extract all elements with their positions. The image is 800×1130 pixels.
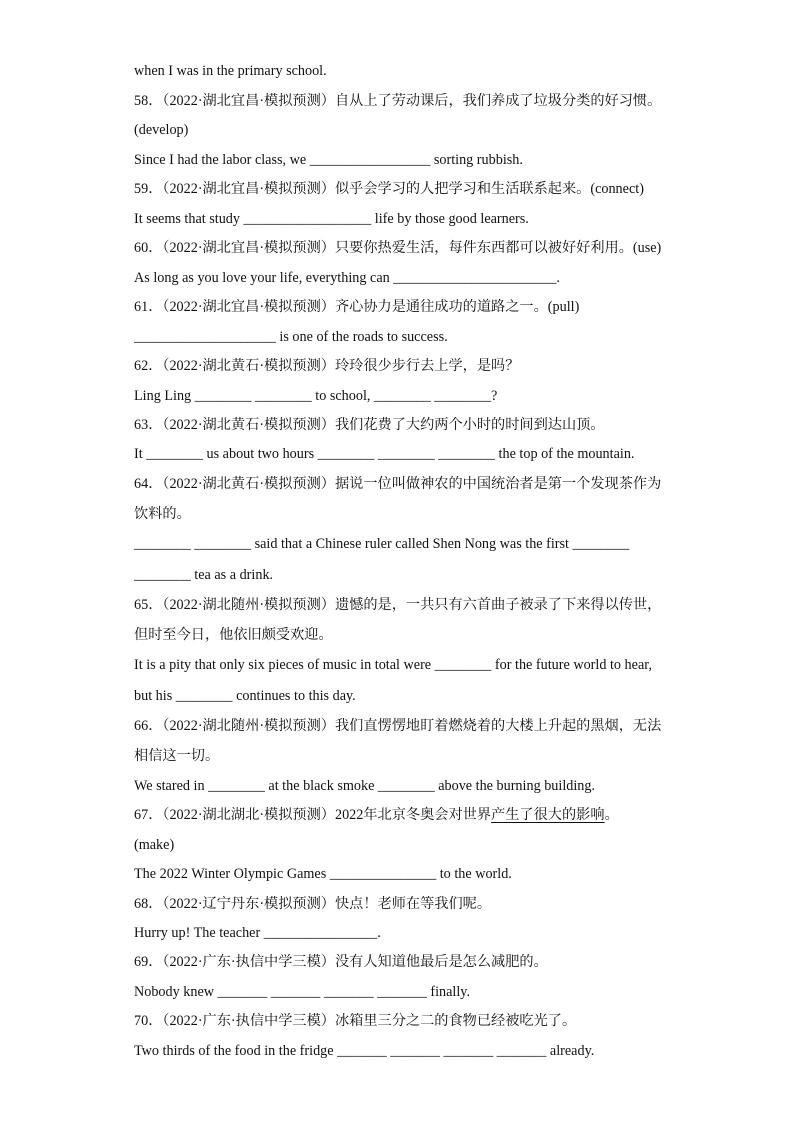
question-60-sentence: As long as you love your life, everything can _______________________. (134, 270, 560, 286)
question-67-underlined-phrase: 产生了很大的影响 (491, 807, 605, 823)
question-66-sentence: We stared in ________ at the black smoke ________ above the burning building. (134, 778, 596, 794)
question-62-sentence: Ling Ling ________ ________ to school, ________ ________? (134, 388, 498, 404)
question-67-sentence: The 2022 Winter Olympic Games _______________ to the world. (134, 866, 512, 882)
question-59-sentence: It seems that study __________________ life by those good learners. (134, 211, 529, 227)
question-58-prompt: 58．（2022·湖北宜昌·模拟预测）自从上了劳动课后，我们养成了垃圾分类的好习惯。 (134, 93, 662, 109)
question-60-prompt: 60．（2022·湖北宜昌·模拟预测）只要你热爱生活，每件东西都可以被好好利用。(use) (134, 240, 662, 256)
question-66-prompt-cont: 相信这一切。 (134, 748, 220, 764)
question-63-sentence: It ________ us about two hours ________ ________ ________ the top of the mountain. (134, 446, 635, 462)
question-59-prompt: 59．（2022·湖北宜昌·模拟预测）似乎会学习的人把学习和生活联系起来。(connect) (134, 181, 644, 197)
question-62-prompt: 62．（2022·湖北黄石·模拟预测）玲玲很少步行去上学，是吗？ (134, 358, 520, 374)
question-67-hint: (make) (134, 837, 175, 853)
question-68-sentence: Hurry up! The teacher ________________. (134, 925, 381, 941)
question-65-sentence: It is a pity that only six pieces of music in total were ________ for the future world to hear, (134, 657, 652, 673)
question-63-prompt: 63．（2022·湖北黄石·模拟预测）我们花费了大约两个小时的时间到达山顶。 (134, 417, 605, 433)
question-67-prompt-text: 67．（2022·湖北湖北·模拟预测）2022年北京冬奥会对世界 (134, 807, 492, 823)
question-64-prompt: 64．（2022·湖北黄石·模拟预测）据说一位叫做神农的中国统治者是第一个发现茶作为 (134, 476, 662, 492)
question-70-prompt: 70．（2022·广东·执信中学三模）冰箱里三分之二的食物已经被吃光了。 (134, 1013, 577, 1029)
question-67-prompt-end: 。 (604, 807, 619, 823)
question-64-sentence: ________ ________ said that a Chinese ruler called Shen Nong was the first ________ (134, 536, 630, 552)
question-61-sentence: ____________________ is one of the roads to success. (134, 329, 448, 345)
question-65-prompt-cont: 但时至今日，他依旧颇受欢迎。 (134, 627, 333, 643)
question-65-sentence-cont: but his ________ continues to this day. (134, 688, 356, 704)
question-58-hint: (develop) (134, 122, 189, 138)
text-line: when I was in the primary school. (134, 63, 327, 79)
question-67-prompt (134, 808, 619, 826)
question-64-prompt-cont: 饮料的。 (134, 506, 191, 522)
question-64-sentence-cont: ________ tea as a drink. (134, 567, 274, 583)
question-69-prompt: 69．（2022·广东·执信中学三模）没有人知道他最后是怎么减肥的。 (134, 954, 548, 970)
question-69-sentence: Nobody knew _______ _______ _______ _______ finally. (134, 984, 471, 1000)
question-68-prompt: 68．（2022·辽宁丹东·模拟预测）快点！老师在等我们呢。 (134, 896, 492, 912)
question-65-prompt: 65．（2022·湖北随州·模拟预测）遗憾的是，一共只有六首曲子被录了下来得以传世， (134, 597, 662, 613)
question-66-prompt: 66．（2022·湖北随州·模拟预测）我们直愣愣地盯着燃烧着的大楼上升起的黑烟，无法 (134, 718, 662, 734)
question-61-prompt: 61．（2022·湖北宜昌·模拟预测）齐心协力是通往成功的道路之一。(pull) (134, 299, 580, 315)
question-70-sentence: Two thirds of the food in the fridge _______ _______ _______ _______ already. (134, 1043, 595, 1059)
question-58-sentence: Since I had the labor class, we _________________ sorting rubbish. (134, 152, 523, 168)
